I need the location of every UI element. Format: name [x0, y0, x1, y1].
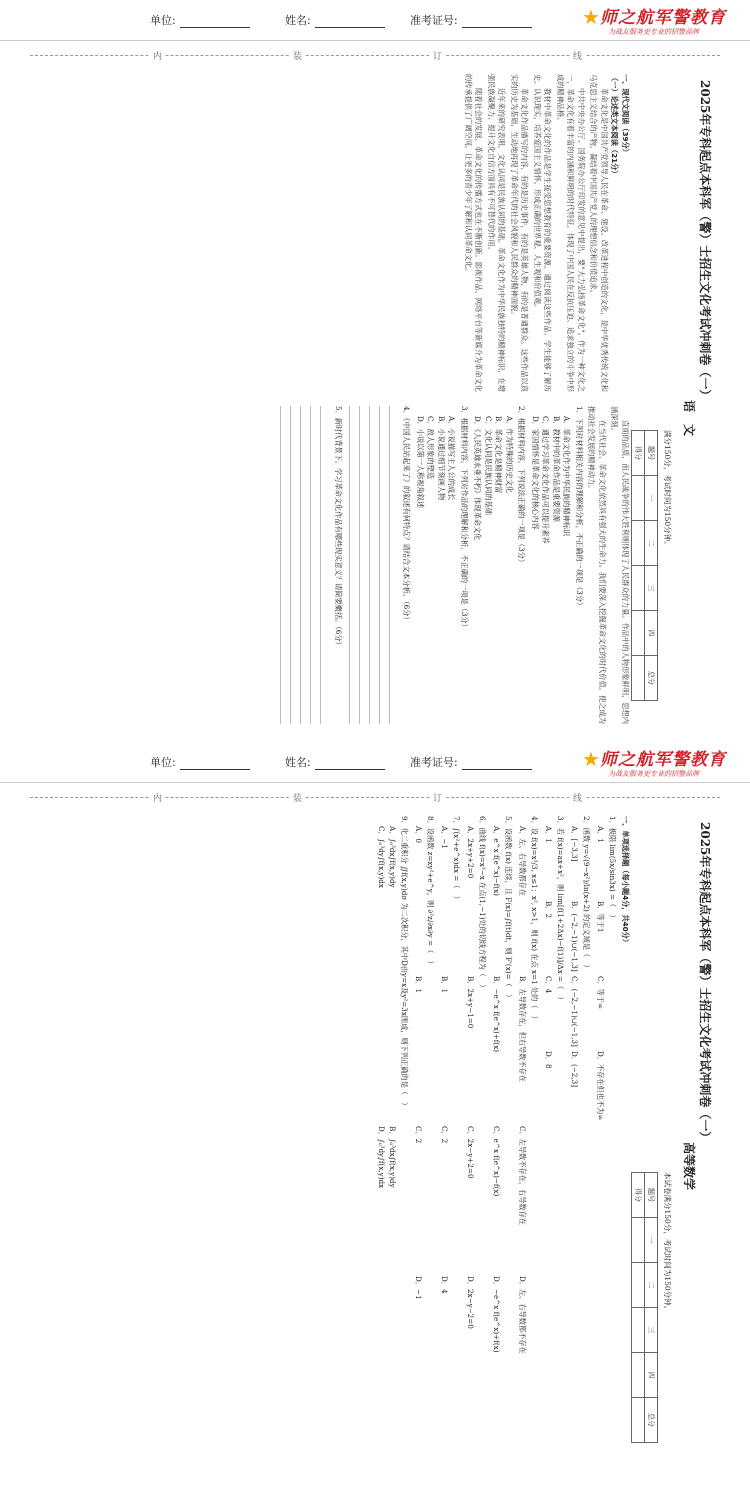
question-stem: 4．《中国人民站起来了》的叙述有何特点？请结合文本分析。（6分） — [402, 406, 412, 624]
binding-line: 内 装 订 线 — [0, 783, 750, 809]
question-stem: 1．下列对材料相关内容的理解和分析，不正确的一项是（3分） — [575, 406, 584, 610]
id-field[interactable] — [462, 759, 532, 770]
option[interactable]: C．2x−y+2=0 — [466, 1126, 475, 1179]
unit-field[interactable] — [180, 17, 250, 28]
section-heading: 一、单项选择题（每小题4分，共40分） — [621, 816, 630, 947]
question-stem: 3．若 f(x)=ax+x²，则 lim[f(1+2Δx)−f(1)]/Δx =（ ） — [556, 816, 566, 1004]
option[interactable]: A．[−3,3] — [570, 826, 579, 862]
option[interactable]: C．e^x f(e^x)−f(x) — [492, 1126, 501, 1197]
option[interactable]: C．2 — [440, 1126, 449, 1144]
option[interactable]: B．教材中的革命作品是重要资源 — [552, 416, 561, 522]
question-stem: 9．化二重积分 ∬f(x,y)dσ 为二次积分，其中D由y=x及y²=3x围成，则下列正确的是（ ） — [400, 816, 410, 1110]
passage-paragraph: 中共中央办公厅、国务院办公厅印发的意见中提出，要"大力弘扬革命文化"。作为一种文化之一，革命文化有着丰富的内涵和鲜明的时代特征，体现了中国人民在反抗压迫、追求独立的斗争中形成的精神品格。 — [556, 74, 586, 392]
id-field[interactable] — [462, 17, 532, 28]
option[interactable]: B．∫₀³dx∫f(x,y)dy — [388, 1126, 397, 1188]
star-icon: ★ — [582, 5, 600, 29]
option[interactable]: B．2 — [544, 901, 553, 919]
option[interactable]: D．8 — [544, 1051, 553, 1069]
section-heading: 一、现代文阅读（39分） — [621, 74, 630, 156]
answer-header — [0, 742, 750, 783]
question-stem: 6．曲线 f(x)=x³−x 在点(1,−1)处的切线方程为（ ） — [478, 816, 488, 992]
question-stem: 8．设函数 z=xy²+e^y，则 ∂²z/∂x∂y =（ ） — [426, 816, 436, 968]
rotated-page — [50, 70, 710, 730]
exam-title: 2025年专科起点本科军（警）士招生文化考试冲刺卷（一） — [698, 822, 712, 1144]
option[interactable]: D．4 — [440, 1276, 449, 1294]
option[interactable]: D．−e^x f(e^x)+f(x) — [492, 1276, 501, 1353]
option[interactable]: B．左导数存在，但右导数不存在 — [518, 976, 527, 1082]
answer-lines[interactable] — [279, 406, 331, 724]
option[interactable]: D．2x−y−2=0 — [466, 1276, 475, 1329]
unit-field[interactable] — [180, 759, 250, 770]
subject-title: 高等数学 — [682, 1142, 696, 1191]
option[interactable]: D．《人民英雄永垂不朽》体现革命文化 — [473, 416, 483, 541]
option[interactable]: C．2 — [414, 1126, 423, 1144]
name-label: 姓名: — [285, 756, 311, 769]
exam-sheet-math — [0, 742, 750, 1482]
subject-title: 语 文 — [682, 400, 696, 437]
question-stem: 1．极限 lim(5x/sin3x) =（ ） — [608, 816, 618, 922]
question-stem: 5．设函数 f(x) 连续，且 F(x)=∫f(t)dt，则 F'(x)=（ ） — [504, 816, 514, 1002]
option[interactable]: D．−1 — [414, 1276, 423, 1300]
question-stem: 5．新时代背景下，学习革命文化作品有哪些现实意义？请简要概括。（6分） — [334, 406, 343, 649]
passage-paragraph: 革命文化作品描写的内容，有的是历史事件，有的是英雄人物，有的是普通群众。这些作品以真实的历史为基础，生动地再现了革命年代的社会风貌和人民群众的精神面貌。 — [510, 74, 530, 392]
option[interactable]: B．2x+y−1=0 — [466, 976, 475, 1029]
option[interactable]: A．1 — [544, 826, 553, 843]
name-label: 姓名: — [285, 14, 311, 27]
option[interactable]: D．∫₀³dy∫f(x,y)dx — [377, 1126, 387, 1189]
exam-note: 满分150分，考试时间为150分钟。 — [663, 430, 672, 549]
passage-paragraph: 教材中革命文化的作品是学生接受思想教育的重要资源。通过阅读这些作品，学生能够了解历史、认识现实，培养爱国主义情怀，形成正确的世界观、人生观和价值观。 — [533, 74, 553, 392]
unit-label: 单位: — [150, 756, 176, 769]
option[interactable]: C．4 — [544, 976, 553, 994]
option[interactable]: D．不存在但也不为∞ — [596, 1051, 605, 1121]
option[interactable]: C．左导数不存在，右导数存在 — [518, 1126, 527, 1225]
score-table: 题号 一 二 三 四 总分 得分 — [631, 1172, 658, 1443]
option[interactable]: C．文化认同是民族认同的基础 — [484, 416, 493, 515]
option[interactable]: C．通过学习革命文化作品可以提升素养 — [541, 416, 551, 544]
option[interactable]: C．等于∞ — [596, 976, 605, 1010]
option[interactable]: C．(−2,−1)∪(−1,3] — [570, 976, 579, 1047]
question-stem: 2．根据材料内容，下列说法正确的一项是（3分） — [517, 406, 527, 567]
option[interactable]: A．2x+y+2=0 — [466, 826, 475, 879]
question-stem: 3．根据材料内容，下列对作品的理解和分析，不正确的一项是（3分） — [460, 406, 469, 631]
question-stem: 7．∫(x²+e^x)dx =（ ） — [452, 816, 462, 903]
questions-column — [55, 816, 630, 1456]
option[interactable]: B．小说通过细节刻画人物 — [437, 416, 446, 501]
question-stem: 2．函数 y=√(9−x²)/ln(x+2) 的定义域是（ ） — [582, 816, 592, 972]
option[interactable]: C．敌人形象的塑造 — [426, 416, 436, 480]
option[interactable]: D．左、右导数都不存在 — [518, 1276, 527, 1354]
option[interactable]: B．1 — [414, 976, 423, 994]
passage-paragraph: 近年来的研究表明，文化认同是民族认同的基础。革命文化作为中华民族独特的精神标识，在增强民族凝聚力、提升文化自信方面具有不可替代的作用。 — [487, 74, 507, 392]
name-field[interactable] — [315, 759, 385, 770]
option[interactable]: A．左、右导数都存在 — [518, 826, 527, 896]
brand-logo: ★ 师之航军警教育 为战友服务更专业的招警品牌 — [582, 5, 726, 36]
answer-header — [0, 0, 750, 41]
option[interactable]: B．(−2,−1)∪(−1,3] — [570, 901, 579, 972]
option[interactable]: D．(−2,3] — [570, 1051, 579, 1088]
option[interactable]: A．作为特殊的历史文化 — [505, 416, 514, 494]
subsection-heading: （一）论述类文本阅读（21分） — [610, 74, 620, 178]
option[interactable]: B．−e^x f(e^x)+f(x) — [492, 976, 501, 1053]
option[interactable]: A．−1 — [440, 826, 449, 849]
id-label: 准考证号: — [410, 14, 458, 27]
option[interactable]: A．1 — [596, 826, 605, 843]
option[interactable]: A．∫₀³dx∫f(x,y)dy — [388, 826, 397, 888]
rotated-page — [50, 812, 710, 1472]
question-stem: 4．设 f(x)=x³/3, x≤1；x², x>1，则 f(x) 在点 x=1 处的（ ） — [530, 816, 540, 1023]
brand-logo: ★ 师之航军警教育 为战友服务更专业的招警品牌 — [582, 747, 726, 778]
option[interactable]: A．小说描写主人公的成长 — [447, 416, 457, 501]
option[interactable]: C．∫₀³dy∫f(x,y)dx — [377, 826, 387, 888]
star-icon: ★ — [582, 747, 600, 771]
score-table: 题号 一 二 三 四 总分 得分 — [631, 430, 658, 701]
name-field[interactable] — [315, 17, 385, 28]
answer-lines[interactable] — [347, 406, 399, 724]
passage-paragraph: 直面的品质，而人民战争的伟大胜利则体现了人民群众的力量。作品中的人物形象鲜明，思想内涵深刻。 — [610, 406, 630, 724]
passage-paragraph: 随着社会的发展，革命文化的传播方式也在不断创新。影视作品、网络平台等新媒介为革命文化的传承提供了广阔空间，让更多的青少年了解和认同革命文化。 — [464, 74, 484, 392]
exam-note: 本试卷满分150分，考试时间为150分钟。 — [663, 1172, 672, 1314]
option[interactable]: D．家国情怀是革命文化的核心内容 — [531, 416, 540, 530]
option[interactable]: B．革命文化是精神财富 — [494, 416, 504, 494]
binding-line: 内 装 订 线 — [0, 41, 750, 67]
option[interactable]: A．革命文化作为中华民族的精神标识 — [562, 416, 572, 537]
option[interactable]: A．0 — [414, 826, 423, 843]
passage-paragraph: 革命文化是中国共产党领导人民在革命、建设、改革进程中创造的文化，是中华优秀传统文化和马克思主义结合的产物，凝结着中国共产党人的理想信念和价值追求。 — [589, 74, 609, 392]
option[interactable]: A．e^x f(e^x)−f(x) — [492, 826, 501, 896]
option[interactable]: B．1 — [440, 976, 449, 994]
right-column — [55, 406, 630, 724]
id-label: 准考证号: — [410, 756, 458, 769]
unit-label: 单位: — [150, 14, 176, 27]
passage-paragraph: 在当代社会，革命文化依然具有强大的生命力。我们要深入挖掘革命文化的时代价值，使之成为推动社会发展的精神动力。 — [587, 406, 607, 724]
exam-title: 2025年专科起点本科军（警）士招生文化考试冲刺卷（一） — [698, 80, 712, 402]
option[interactable]: B．等于1 — [596, 901, 605, 933]
option[interactable]: D．小说以第一人称视角叙述 — [416, 416, 425, 509]
exam-sheet-chinese — [0, 0, 750, 740]
left-column — [55, 74, 630, 392]
